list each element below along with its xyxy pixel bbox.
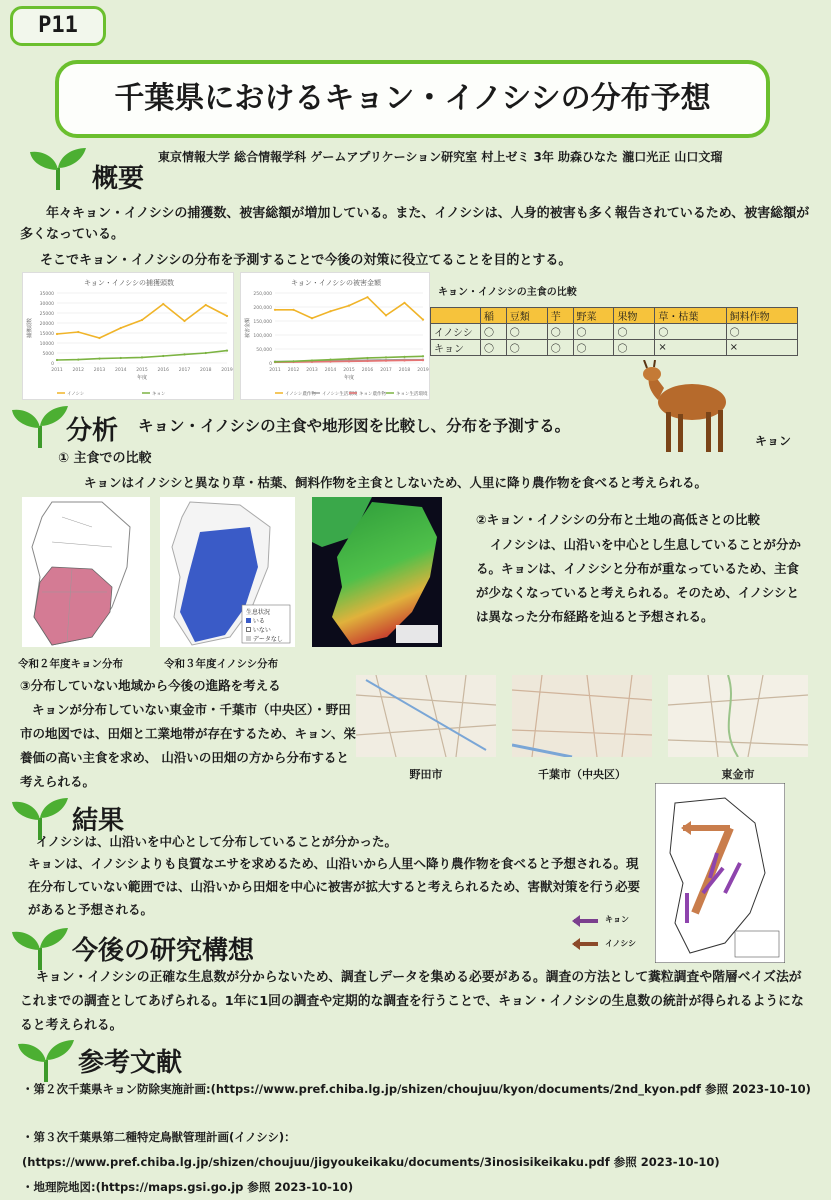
analysis-s2-text: イノシシは、山沿いを中心とし生息していることが分かる。キョンは、イノシシと分布が重なっているため、主食が少なくなっていると考えられる。そのため、イノシシとは異なった分布経路を辿ると予想される。 [476, 537, 801, 624]
data-point [77, 331, 79, 333]
y-tick-label: 100,000 [253, 334, 272, 339]
sprout-icon [16, 1038, 76, 1082]
legend-title: 生息状況 [246, 609, 271, 616]
analysis-s1-text: キョンはイノシシと異なり草・枯葉、飼料作物を主食としないため、人里に降り農作物を食べると考えられる。 [84, 475, 707, 490]
table-cell: × [655, 340, 726, 356]
data-point [56, 359, 58, 361]
data-point [162, 355, 164, 357]
chiba-chuo-map [512, 675, 652, 757]
x-tick-label: 2014 [324, 368, 337, 373]
table-cell: 〇 [726, 324, 797, 340]
y-tick-label: 35000 [39, 292, 54, 297]
y-tick-label: 50,000 [256, 348, 272, 353]
y-tick-label: 25000 [39, 312, 54, 317]
x-tick-label: 2016 [361, 368, 374, 373]
table-cell: 草・枯葉 [655, 308, 726, 324]
data-point [274, 309, 276, 311]
table-cell: 〇 [573, 324, 614, 340]
data-point [77, 359, 79, 361]
table-header-row [431, 308, 798, 324]
reference-3: ・地理院地図:(https://maps.gsi.go.jp 参照 2023-10-10) [22, 1180, 354, 1194]
data-point [366, 296, 368, 298]
data-point [422, 355, 424, 357]
sprout-icon [10, 926, 70, 970]
x-tick-label: 2015 [343, 368, 355, 373]
legend-boar: イノシシ [605, 939, 636, 948]
y-tick-label: 150,000 [253, 320, 272, 325]
data-point [98, 337, 100, 339]
data-point [183, 353, 185, 355]
result-paragraph-2: キョンは、イノシシよりも良質なエサを求めるため、山沿いから人里へ降り農作物を食べると予想される。現在分布していない範囲では、山沿いから田畑を中心に被害が拡大すると考えられるため、害獣対策を行う必要があると予想される。 [28, 856, 641, 917]
y-tick-label: 0 [269, 362, 272, 367]
data-point [385, 356, 387, 358]
data-point [141, 319, 143, 321]
legend-entry: イノシシ [67, 392, 85, 397]
legend-entry: キョン [152, 392, 166, 397]
y-tick-label: 10000 [39, 342, 54, 347]
table-cell: × [726, 340, 797, 356]
table-cell: 芋 [547, 308, 573, 324]
data-point [226, 315, 228, 317]
capture-count-chart-svg [23, 273, 235, 401]
data-point [403, 302, 405, 304]
data-point [366, 357, 368, 359]
y-tick-label: 5000 [42, 352, 54, 357]
y-axis-label: 被害金額 [245, 317, 251, 339]
data-point [422, 359, 424, 361]
data-point [366, 360, 368, 362]
x-tick-label: 2013 [306, 368, 318, 373]
series-line [275, 297, 423, 319]
kyon-deer-image [640, 360, 750, 460]
y-tick-label: 0 [51, 362, 54, 367]
city-map-label-togane: 東金市 [721, 768, 755, 781]
legend-entry: イノシシ生活環境 [322, 392, 358, 397]
future-heading: 今後の研究構想 [72, 936, 255, 966]
legend-present: いる [252, 618, 265, 625]
data-point [311, 359, 313, 361]
table-cell: 〇 [655, 324, 726, 340]
data-point [205, 352, 207, 354]
series-line [57, 351, 227, 360]
y-tick-label: 15000 [39, 332, 54, 337]
data-point [98, 358, 100, 360]
legend-entry: キョン生活環境 [396, 392, 428, 397]
table-cell: 〇 [547, 324, 573, 340]
data-point [403, 359, 405, 361]
x-axis-label: 年度 [136, 375, 148, 381]
boar-map-caption: 令和３年度イノシシ分布 [164, 658, 279, 670]
x-tick-label: 2016 [157, 368, 169, 373]
table-cell: 野菜 [573, 308, 614, 324]
damage-amount-chart-svg [241, 273, 431, 401]
overview-heading: 概要 [92, 164, 145, 194]
sprout-icon [28, 146, 88, 190]
analysis-s3-title: ③分布していない地域から今後の進路を考える [20, 678, 281, 693]
x-tick-label: 2017 [380, 368, 392, 373]
authors-line: 東京情報大学 総合情報学科 ゲームアプリケーション研究室 村上ゼミ 3年 助森ひなた 瀧口光正 山口文瑠 [158, 150, 723, 164]
data-point [329, 361, 331, 363]
togane-city-map [668, 675, 808, 757]
data-point [329, 359, 331, 361]
food-comparison-table [430, 307, 798, 356]
data-point [226, 350, 228, 352]
data-point [120, 327, 122, 329]
food-table-title: キョン・イノシシの主食の比較 [438, 287, 577, 298]
table-cell [431, 308, 481, 324]
x-tick-label: 2011 [269, 368, 281, 373]
legend-entry: キョン農作物 [359, 392, 386, 397]
data-point [56, 333, 58, 335]
prediction-map [655, 783, 785, 963]
result-heading: 結果 [72, 806, 125, 836]
kyon-map-caption: 令和２年度キョン分布 [18, 658, 123, 670]
city-map-label-noda: 野田市 [409, 768, 443, 781]
table-cell: 〇 [506, 340, 547, 356]
analysis-s1-title: ① 主食での比較 [58, 451, 152, 466]
page-badge: P11 [10, 6, 106, 46]
data-point [403, 356, 405, 358]
result-paragraph-1: イノシシは、山沿いを中心として分布していることが分かった。 [36, 834, 397, 849]
x-tick-label: 2018 [200, 368, 212, 373]
analysis-subtitle: キョン・イノシシの主食や地形図を比較し、分布を予測する。 [138, 417, 571, 435]
x-tick-label: 2019 [417, 368, 429, 373]
reference-1: ・第２次千葉県キョン防除実施計画:(https://www.pref.chiba.lg.jp/shizen/choujuu/kyon/documents/2nd_kyon.pdf 参照 2023-10-10) [22, 1082, 811, 1096]
chart-damage-amount [240, 272, 430, 400]
legend-entry: イノシシ農作物 [285, 392, 316, 397]
data-point [329, 310, 331, 312]
analysis-s3-text: キョンが分布していない東金市・千葉市（中央区）・野田市の地図では、田畑と工業地帯が存在するため、キョン、栄養価の高い主食を求め、 山沿いの田畑の方から分布すると考えられる。 [20, 702, 357, 789]
noda-city-map [356, 675, 496, 757]
table-cell: 〇 [614, 340, 655, 356]
table-row [431, 340, 798, 356]
kyon-photo-label: キョン [755, 434, 792, 448]
data-point [274, 361, 276, 363]
chart-title: キョン・イノシシの被害金額 [290, 279, 382, 287]
table-cell: 豆類 [506, 308, 547, 324]
page-title: 千葉県におけるキョン・イノシシの分布予想 [55, 60, 770, 138]
overview-paragraph-1: 年々キョン・イノシシの捕獲数、被害総額が増加している。また、イノシシは、人身的被害も多く報告されているため、被害総額が多くなっている。 [20, 206, 810, 242]
boar-arrow-icon [572, 937, 600, 951]
y-tick-label: 30000 [39, 302, 54, 307]
chart-title: キョン・イノシシの捕獲頭数 [83, 279, 175, 287]
table-cell: 果物 [614, 308, 655, 324]
data-point [162, 303, 164, 305]
y-tick-label: 200,000 [253, 306, 272, 311]
reference-2-url: (https://www.pref.chiba.lg.jp/shizen/choujuu/jigyoukeikaku/documents/3inosisikeikaku.pdf 参照 2023-10-10) [22, 1155, 720, 1169]
table-cell: 〇 [481, 340, 507, 356]
x-tick-label: 2019 [221, 368, 233, 373]
reference-2: ・第３次千葉県第二種特定鳥獣管理計画(イノシシ)： [22, 1130, 296, 1144]
analysis-heading: 分析 [66, 416, 119, 446]
data-point [348, 360, 350, 362]
x-tick-label: 2018 [398, 368, 411, 373]
analysis-s2-title: ②キョン・イノシシの分布と土地の高低さとの比較 [476, 512, 761, 527]
x-tick-label: 2014 [115, 368, 127, 373]
table-cell: 〇 [614, 324, 655, 340]
data-point [385, 314, 387, 316]
table-cell: 〇 [481, 324, 507, 340]
data-point [205, 304, 207, 306]
x-axis-label: 年度 [343, 375, 355, 381]
x-tick-label: 2011 [51, 368, 63, 373]
data-point [348, 358, 350, 360]
data-point [348, 305, 350, 307]
x-tick-label: 2012 [72, 368, 84, 373]
data-point [292, 360, 294, 362]
table-cell: 〇 [573, 340, 614, 356]
data-point [311, 317, 313, 319]
data-point [120, 357, 122, 359]
table-cell: 〇 [506, 324, 547, 340]
legend-no-data: データなし [252, 636, 283, 643]
table-cell: キョン [431, 340, 481, 356]
table-row [431, 324, 798, 340]
kyon-distribution-map [22, 497, 150, 647]
table-cell: 〇 [547, 340, 573, 356]
legend-absent: いない [252, 627, 271, 634]
table-cell: 飼料作物 [726, 308, 797, 324]
data-point [422, 319, 424, 321]
references-heading: 参考文献 [78, 1048, 183, 1078]
table-cell: 稲 [481, 308, 507, 324]
boar-map-legend [246, 608, 283, 644]
x-tick-label: 2017 [178, 368, 191, 373]
overview-paragraph-2: そこでキョン・イノシシの分布を予測することで今後の対策に役立てることを目的とする。 [40, 253, 572, 268]
kyon-arrow-icon [572, 914, 600, 928]
data-point [292, 309, 294, 311]
x-tick-label: 2012 [287, 368, 300, 373]
data-point [385, 360, 387, 362]
x-tick-label: 2013 [93, 368, 106, 373]
future-text: キョン・イノシシの正確な生息数が分からないため、調査しデータを集める必要がある。調査の方法として糞粒調査や階層ベイズ法がこれまでの調査としてあげられる。1年に1回の調査や定期的な調査を行うことで、キョン・イノシシの生息数の統計が得られるようになると考えられる。 [20, 970, 804, 1033]
elevation-map [312, 497, 442, 647]
y-axis-label: 捕獲頭数 [27, 317, 33, 339]
table-cell: イノシシ [431, 324, 481, 340]
chart-capture-count [22, 272, 234, 400]
x-tick-label: 2015 [136, 368, 148, 373]
sprout-icon [10, 404, 70, 448]
legend-kyon: キョン [605, 915, 629, 924]
data-point [141, 356, 143, 358]
y-tick-label: 20000 [39, 322, 54, 327]
data-point [183, 320, 185, 322]
y-tick-label: 250,000 [253, 292, 272, 297]
city-map-label-chiba: 千葉市（中央区） [538, 768, 626, 781]
